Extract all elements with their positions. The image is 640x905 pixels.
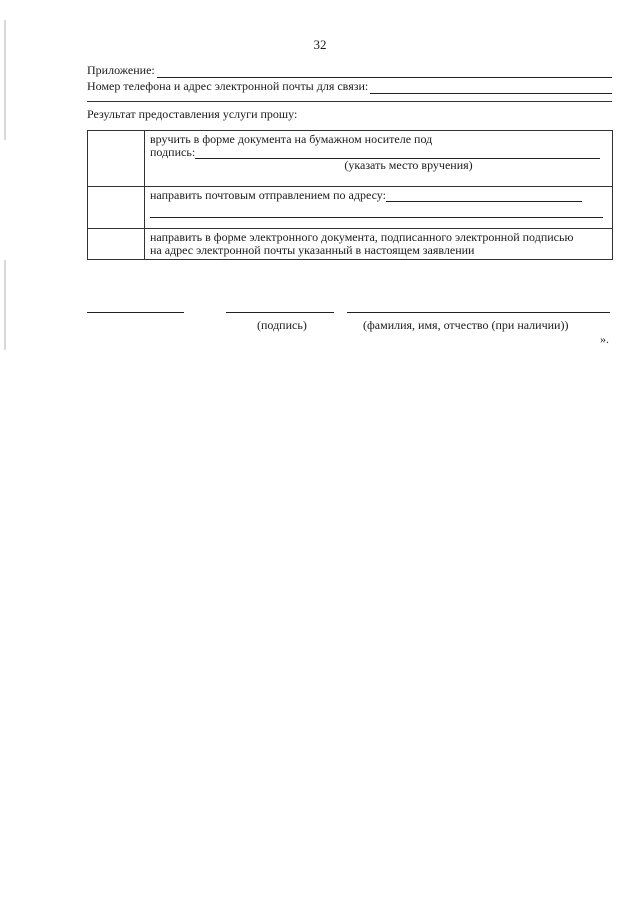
option-checkbox-post[interactable]	[88, 187, 145, 229]
option-row-email	[88, 229, 613, 260]
contact-fill-line[interactable]	[370, 81, 612, 94]
option-line-with-fill: направить почтовым отправлением по адресу:	[150, 189, 607, 202]
closing-quote: ».	[600, 332, 609, 346]
attachment-label: Приложение:	[87, 63, 155, 77]
option-row-post	[88, 187, 613, 229]
attachment-row	[87, 63, 612, 78]
option-text-post	[145, 187, 613, 229]
option-line: вручить в форме документа на бумажном носителе под	[150, 132, 433, 146]
signature-fill-line[interactable]	[226, 312, 334, 313]
contact-extra-line[interactable]	[87, 101, 612, 102]
option-checkbox-paper[interactable]	[88, 131, 145, 187]
option-line-with-fill: подпись:	[150, 146, 607, 159]
contact-label: Номер телефона и адрес электронной почты для связи:	[87, 79, 369, 93]
page-number: 32	[313, 37, 327, 52]
address-fill-line[interactable]	[386, 190, 582, 202]
option-row-paper	[88, 131, 613, 187]
option-line: на адрес электронной почты указанный в настоящем заявлении	[150, 243, 475, 257]
contact-row	[87, 79, 612, 94]
attachment-fill-line[interactable]	[157, 65, 612, 78]
option-line: направить в форме электронного документа, подписанного электронной подписью	[150, 230, 574, 244]
delivery-options-table	[87, 130, 613, 260]
name-caption: (фамилия, имя, отчество (при наличии))	[363, 318, 569, 332]
date-fill-line[interactable]	[87, 312, 184, 313]
signature-caption: (подпись)	[257, 318, 307, 332]
option-text-email	[145, 229, 613, 260]
option-text-paper	[145, 131, 613, 187]
scan-margin-mark	[4, 260, 6, 350]
address-fill-line-2[interactable]	[150, 206, 603, 218]
option-checkbox-email[interactable]	[88, 229, 145, 260]
place-hint: (указать место вручения)	[344, 158, 473, 172]
result-label: Результат предоставления услуги прошу:	[87, 107, 298, 121]
name-fill-line[interactable]	[347, 312, 610, 313]
